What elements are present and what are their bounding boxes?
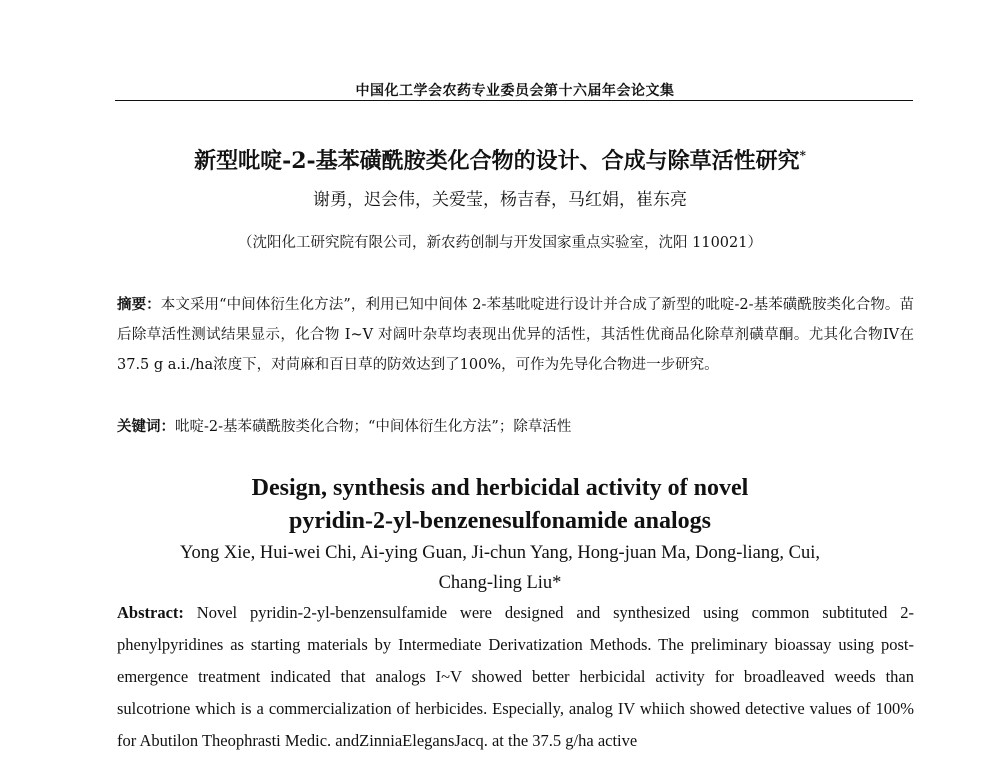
chinese-abstract-text: 本文采用“中间体衍生化方法”，利用已知中间体 2-苯基吡啶进行设计并合成了新型的吡啶-2-基苯磺酰胺类化合物。苗后除草活性测试结果显示，化合物 I~V 对阔叶杂草均表现出优异的活性，其活性优商品化除草剂磺草酮。尤其化合物IV在37.5 g a.i./ha浓度下，对苘麻和百日草的防效达到了100%，可作为先导化合物进一步研究。 (117, 297, 914, 373)
running-header: 中国化工学会农药专业委员会第十六届年会论文集 (355, 83, 675, 99)
english-abstract-text: Novel pyridin-2-yl-benzensulfamide were designed and synthesized using common subtituted 2-phenylpyridines as starting materials by Intermediate Derivatization Methods. The preliminary bioassay using post-emergence treatment indicated that analogs I~V showed better herbicidal activity for broadleaved weeds than sulcotrione which is a commercialization of herbicides. Especially, analog IV whiich showed detective values of 100% for Abutilon Theophrasti Medic. andZinniaElegansJacq. at the 37.5 g/ha active (117, 603, 914, 750)
title-footnote-mark: * (799, 148, 806, 163)
chinese-title-text: 新型吡啶-2-基苯磺酰胺类化合物的设计、合成与除草活性研究 (194, 148, 800, 174)
english-authors-line-1: Yong Xie, Hui-wei Chi, Ai-ying Guan, Ji-chun Yang, Hong-juan Ma, Dong-liang, Cui, (180, 543, 820, 563)
english-authors-line-2: Chang-ling Liu* (438, 573, 562, 593)
chinese-authors: 谢勇，迟会伟，关爱莹，杨吉春，马红娟，崔东亮 (313, 190, 687, 210)
chinese-title (0, 144, 1000, 175)
english-authors (0, 538, 1000, 598)
english-abstract-label: Abstract: (117, 603, 184, 622)
english-title-line-1: Design, synthesis and herbicidal activity of novel (251, 475, 749, 501)
chinese-keywords-text: 吡啶-2-基苯磺酰胺类化合物；“中间体衍生化方法”；除草活性 (175, 419, 572, 435)
english-abstract (117, 597, 914, 757)
english-title-line-2: pyridin-2-yl-benzenesulfonamide analogs (288, 508, 712, 534)
chinese-keywords-label: 关键词： (117, 418, 175, 435)
chinese-abstract-label: 摘要： (117, 296, 161, 313)
chinese-affiliation: （沈阳化工研究院有限公司，新农药创制与开发国家重点实验室，沈阳 110021） (238, 235, 762, 251)
header-rule (115, 100, 913, 101)
chinese-keywords (117, 412, 914, 442)
chinese-abstract (117, 290, 914, 380)
english-title (0, 472, 1000, 538)
